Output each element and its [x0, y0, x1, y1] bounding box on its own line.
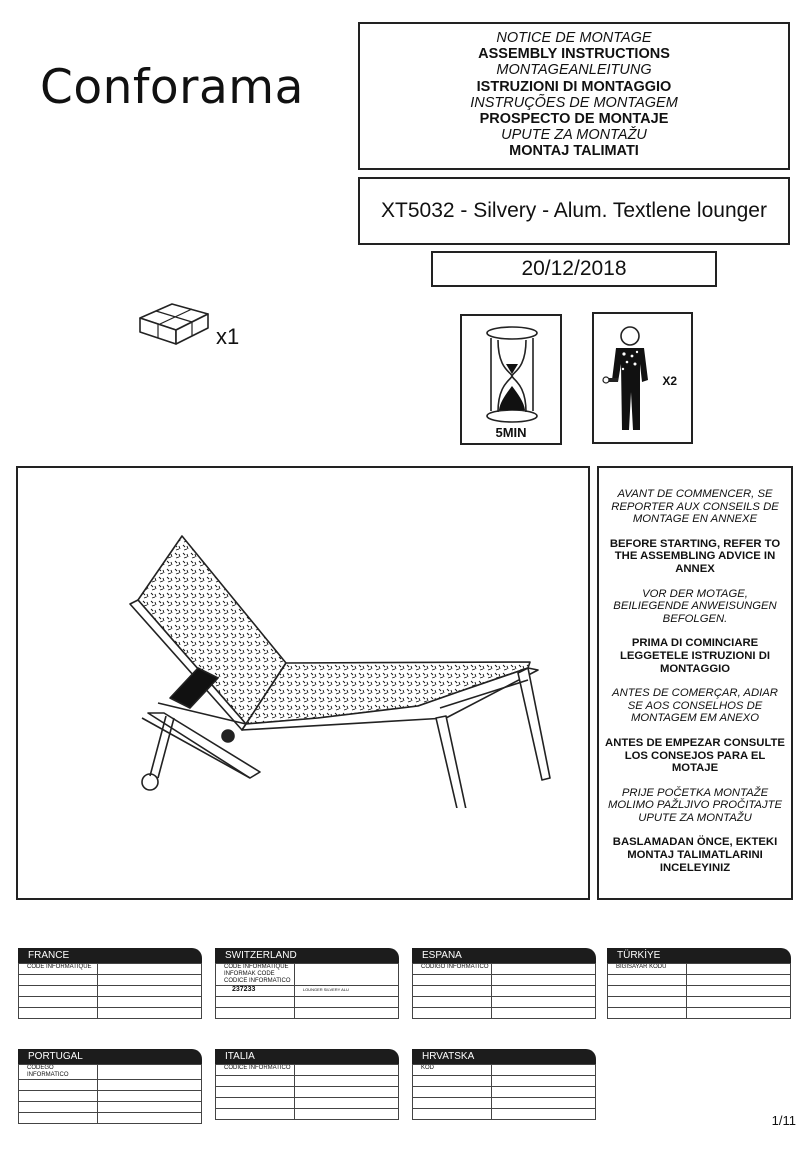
advice-pt: ANTES DE COMERÇAR, ADIAR SE AOS CONSELHOS DE MONTAGEM EM ANEXO: [612, 687, 778, 725]
country-table-italia: [215, 1049, 399, 1120]
code-label: INFORMAK CODE: [224, 971, 275, 977]
code-label: KOD: [413, 1065, 492, 1076]
advice-de: VOR DER MOTAGE, BEILIEGENDE ANWEISUNGEN BEFOLGEN.: [613, 587, 777, 625]
country-table-turkiye: [607, 948, 791, 1019]
title-it: ISTRUZIONI DI MONTAGGIO: [476, 78, 672, 95]
time-label: 5MIN: [495, 425, 527, 440]
product-name: XT5032 - Silvery - Alum. Textlene lounger: [381, 199, 767, 222]
page-number: 1/11: [771, 1113, 796, 1128]
country-name: TÜRKİYE: [607, 948, 791, 963]
country-table-hrvatska: [412, 1049, 596, 1120]
country-name: FRANCE: [18, 948, 202, 963]
persons-box: [592, 312, 693, 444]
title-hr: UPUTE ZA MONTAŽU: [501, 127, 647, 144]
hourglass-icon: [484, 324, 540, 424]
article-code: 237233: [216, 986, 295, 997]
title-tr: MONTAJ TALIMATI: [509, 143, 639, 160]
document-date: 20/12/2018: [521, 257, 627, 280]
code-label: CODICE INFORMATICO: [224, 978, 291, 984]
code-table: [215, 963, 399, 1019]
code-label: CODEGO INFORMATICO: [19, 1065, 98, 1080]
country-name: SWITZERLAND: [215, 948, 399, 963]
advice-tr: BASLAMADAN ÖNCE, EKTEKI MONTAJ TALIMATLARINI INCELEYINIZ: [612, 836, 778, 874]
package-quantity: x1: [216, 324, 240, 349]
persons-label: X2: [662, 374, 677, 388]
country-name: ESPANA: [412, 948, 596, 963]
instructions-title-box: [358, 22, 790, 170]
code-table: [215, 1064, 399, 1120]
advice-es: ANTES DE EMPEZAR CONSULTE LOS CONSEJOS PARA EL MOTAJE: [605, 736, 785, 775]
country-name: PORTUGAL: [18, 1049, 202, 1064]
title-fr: NOTICE DE MONTAGE: [496, 30, 652, 46]
country-table-switzerland: [215, 948, 399, 1019]
code-table: [18, 1064, 202, 1124]
title-es: PROSPECTO DE MONTAJE: [479, 111, 669, 128]
code-label: CODE INFORMATIQUE: [19, 964, 98, 975]
box-icon: [136, 298, 212, 348]
code-label: BİGİSAYAR KODU: [608, 964, 687, 975]
code-table: [607, 963, 791, 1019]
article-description: LOUNGER SILVERY ALU: [294, 986, 398, 997]
advice-it: PRIMA DI COMINCIARE LEGGETELE ISTRUZIONI DI MONTAGGIO: [619, 637, 770, 675]
product-name-box: [358, 177, 790, 245]
sun-lounger-icon: [118, 528, 558, 808]
code-table: [412, 1064, 596, 1120]
time-box: [460, 314, 562, 445]
advice-en: BEFORE STARTING, REFER TO THE ASSEMBLING ADVICE IN ANNEX: [609, 537, 781, 575]
advice-box: [597, 466, 793, 900]
country-name: ITALIA: [215, 1049, 399, 1064]
code-table: [18, 963, 202, 1019]
country-table-portugal: [18, 1049, 202, 1124]
advice-fr: AVANT DE COMMENCER, SE REPORTER AUX CONSEILS DE MONTAGE EN ANNEXE: [611, 488, 779, 526]
title-de: MONTAGEANLEITUNG: [496, 62, 652, 79]
date-box: [431, 251, 717, 287]
country-name: HRVATSKA: [412, 1049, 596, 1064]
person-icon: [602, 322, 654, 438]
country-table-espana: [412, 948, 596, 1019]
code-table: [412, 963, 596, 1019]
illustration-box: [16, 466, 590, 900]
code-label: CODE INFORMATIQUE: [224, 964, 289, 970]
country-table-france: [18, 948, 202, 1019]
title-pt: INSTRUÇÕES DE MONTAGEM: [470, 94, 678, 111]
advice-hr: PRIJE POČETKA MONTAŽE MOLIMO PAŽLJIVO PROČITAJTE UPUTE ZA MONTAŽU: [607, 786, 783, 824]
title-en: ASSEMBLY INSTRUCTIONS: [478, 46, 670, 63]
brand-logo: Conforama: [40, 60, 304, 115]
code-label: CODICE INFORMATICO: [216, 1065, 295, 1076]
code-label: CODIGO INFORMATICO: [413, 964, 492, 975]
